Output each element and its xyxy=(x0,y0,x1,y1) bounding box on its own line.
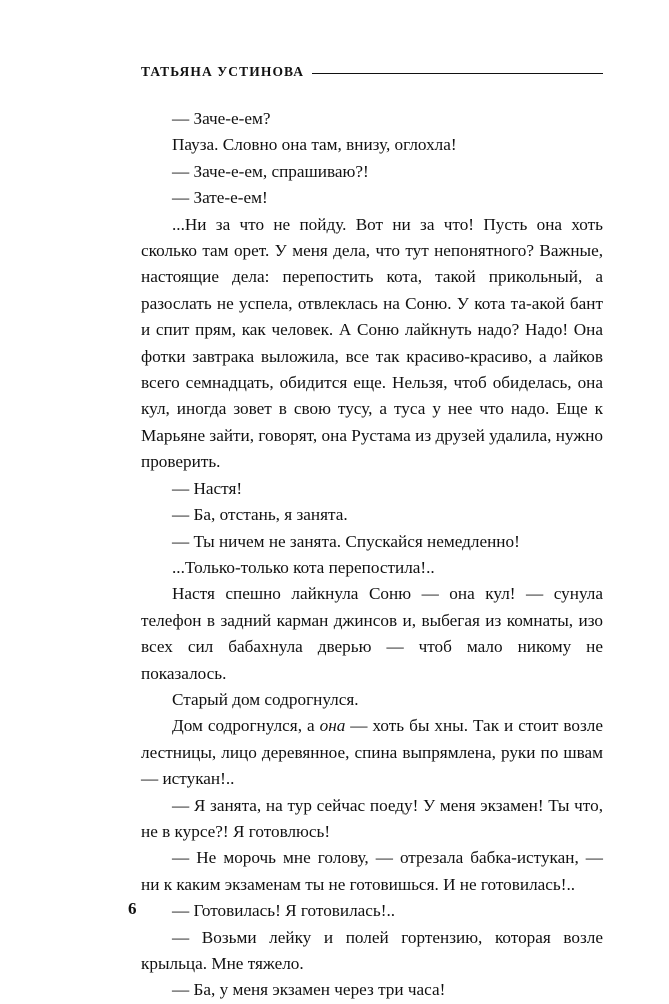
running-head-rule xyxy=(312,73,603,74)
paragraph: Настя спешно лайкнула Соню — она кул! — сунула телефон в задний карман джинсов и, выбегая из комнаты, изо всех сил бабахнула дверью — чтоб мало никому не показалось. xyxy=(141,584,603,683)
paragraph-text-after-emphasis: — хоть бы хны. Так и стоит возле лестницы, лицо деревянное, спина выпрямлена, руки по швам — истукан!.. xyxy=(141,716,603,789)
page-number: 6 xyxy=(128,899,137,918)
paragraph-text-before-emphasis: Дом содрогнулся, а xyxy=(172,716,320,736)
paragraph: Пауза. Словно она там, внизу, оглохла! xyxy=(172,135,457,155)
paragraph: — Ты ничем не занята. Спускайся немедленно! xyxy=(172,531,520,551)
paragraph: — Готовилась! Я готовилась!.. xyxy=(172,901,396,921)
paragraph: — Настя! xyxy=(172,478,243,498)
paragraph: — Ба, у меня экзамен через три часа! xyxy=(172,980,446,1000)
paragraph: Старый дом содрогнулся. xyxy=(172,689,359,709)
paragraph-with-emphasis xyxy=(141,713,603,792)
paragraph: ...Ни за что не пойду. Вот ни за что! Пусть она хоть сколько там орет. У меня дела, что тут непонятного? Важные, настоящие дела: перепостить кота, такой прикольный, а разослать не успела, отвлеклась на Соню. У кота та-акой бант и спит прям, как человек. А Соню лайкнуть надо? Надо! Она фотки завтрака выложила, все так красиво-красиво, а лайков всего семнадцать, обидится еще. Нельзя, чтоб обиделась, она кул, иногда зовет в свою тусу, а туса у нее что надо. Еще к Марьяне зайти, говорят, она Рустама из друзей удалила, нужно проверить. xyxy=(141,214,603,472)
running-head-author: ТАТЬЯНА УСТИНОВА xyxy=(141,64,305,79)
paragraph: — Возьми лейку и полей гортензию, которая возле крыльца. Мне тяжело. xyxy=(141,927,603,973)
paragraph: — Я занята, на тур сейчас поеду! У меня экзамен! Ты что, не в курсе?! Я готовлюсь! xyxy=(141,795,603,841)
paragraph: — Заче-е-ем, спрашиваю?! xyxy=(172,161,369,181)
paragraph: — Зате-е-ем! xyxy=(172,188,268,208)
paragraph: ...Только-только кота перепостила!.. xyxy=(172,557,435,577)
page-body-text xyxy=(141,106,603,1004)
paragraph: — Заче-е-ем? xyxy=(172,109,271,128)
emphasis-ona: она xyxy=(319,716,346,736)
paragraph: — Не морочь мне голову, — отрезала бабка-истукан, — ни к каким экзаменам ты не готовишься. И не готовилась!.. xyxy=(141,848,603,894)
running-head xyxy=(141,64,603,80)
paragraph: — Ба, отстань, я занята. xyxy=(172,505,348,525)
